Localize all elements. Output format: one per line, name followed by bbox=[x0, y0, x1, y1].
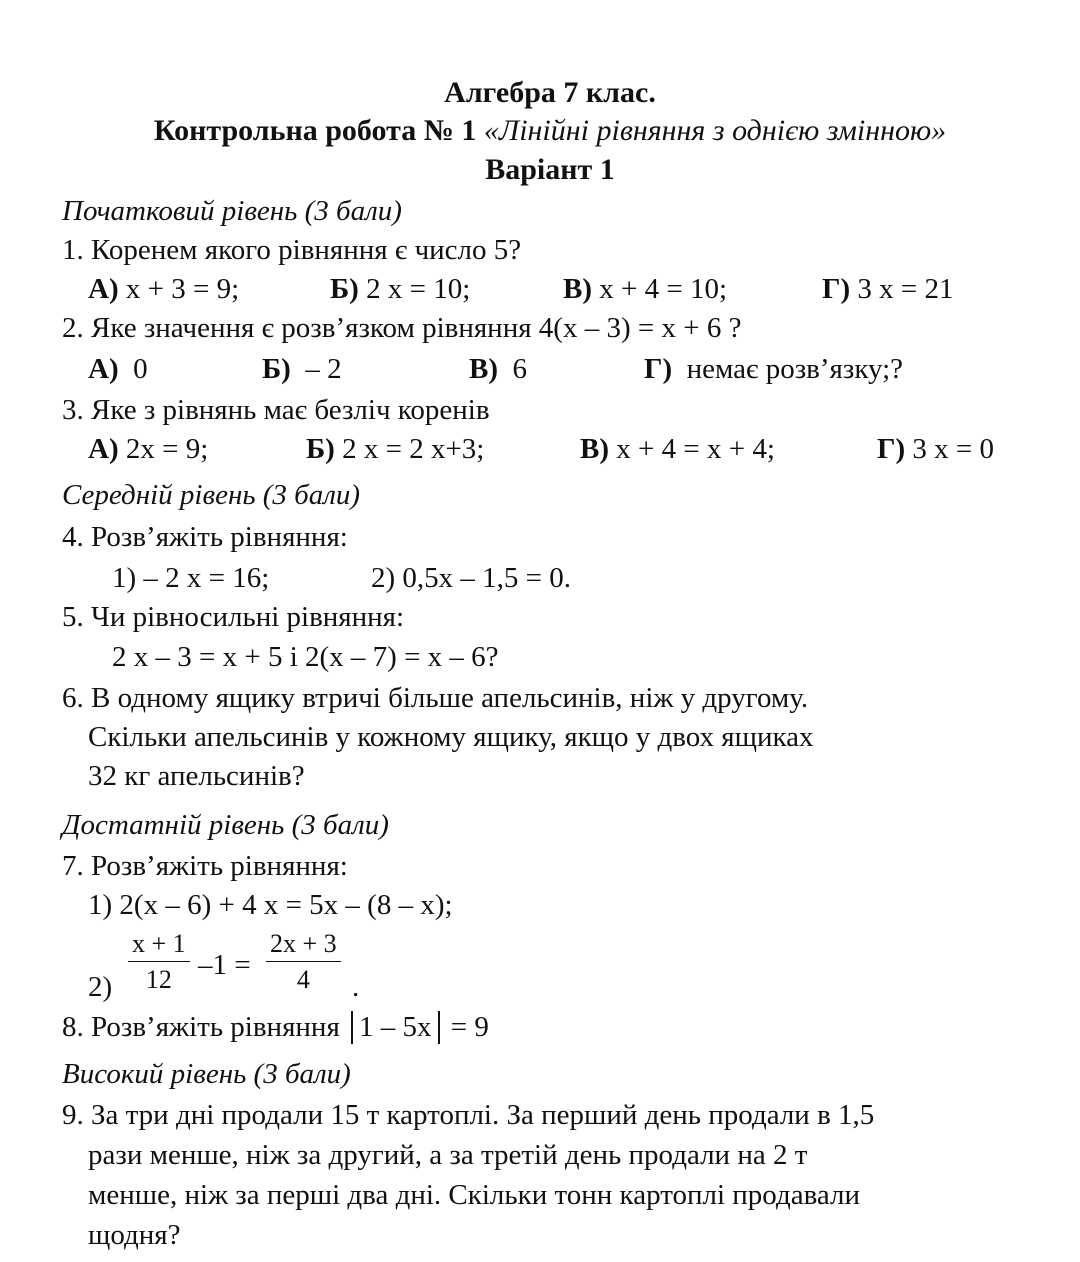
q7-fraction-1 bbox=[128, 928, 190, 995]
q7-fraction-2-denominator: 4 bbox=[296, 965, 310, 995]
q9-line-4: щодня? bbox=[88, 1219, 181, 1251]
level-initial: Початковий рівень (3 бали) bbox=[62, 195, 402, 227]
q7-fraction-1-denominator: 12 bbox=[145, 965, 172, 995]
q3-option-d: Г) 3 x = 0 bbox=[877, 433, 994, 465]
test-topic: «Лінійні рівняння з однією змінною» bbox=[483, 114, 947, 147]
q2-option-a: А) 0 bbox=[88, 353, 148, 385]
q3-text: 3. Яке з рівнянь має безліч коренів bbox=[62, 394, 490, 426]
q9-line-2: рази менше, ніж за другий, а за третій день продали на 2 т bbox=[88, 1139, 808, 1171]
q3-option-b: Б) 2 x = 2 x+3; bbox=[306, 433, 485, 465]
q8-line bbox=[62, 1010, 489, 1045]
q7-end-dot: . bbox=[352, 971, 360, 1003]
q2-text: 2. Яке значення є розв’язком рівняння 4(x – 3) = x + 6 ? bbox=[62, 312, 742, 344]
q9-line-1: 9. За три дні продали 15 т картоплі. За перший день продали в 1,5 bbox=[62, 1099, 875, 1131]
test-number: Контрольна робота № 1 bbox=[153, 114, 477, 147]
q7-fraction-2 bbox=[266, 928, 341, 995]
q2-option-c: В) 6 bbox=[469, 353, 527, 385]
q7-fraction-1-numerator: x + 1 bbox=[128, 928, 190, 962]
q7-part-1: 1) 2(x – 6) + 4 x = 5x – (8 – x); bbox=[88, 889, 453, 921]
test-title bbox=[0, 113, 1080, 149]
q4-text: 4. Розв’яжіть рівняння: bbox=[62, 521, 348, 553]
q7-fraction-2-numerator: 2x + 3 bbox=[266, 928, 341, 962]
level-high: Високий рівень (3 бали) bbox=[62, 1058, 351, 1090]
q4-part-2: 2) 0,5x – 1,5 = 0. bbox=[371, 562, 572, 594]
q6-line-3: 32 кг апельсинів? bbox=[88, 760, 305, 792]
level-middle: Середній рівень (3 бали) bbox=[62, 479, 361, 511]
q7-middle-term: –1 = bbox=[198, 949, 251, 981]
q6-line-2: Скільки апельсинів у кожному ящику, якщо у двох ящиках bbox=[88, 721, 814, 753]
q1-text: 1. Коренем якого рівняння є число 5? bbox=[62, 234, 522, 266]
q6-line-1: 6. В одному ящику втричі більше апельсинів, ніж у другому. bbox=[62, 682, 809, 714]
q2-option-b: Б) – 2 bbox=[262, 353, 342, 385]
q1-option-b: Б) 2 x = 10; bbox=[330, 273, 471, 305]
q8-absolute-value: 1 – 5x bbox=[351, 1011, 440, 1044]
q1-option-c: В) x + 4 = 10; bbox=[563, 273, 728, 305]
q3-option-c: В) x + 4 = x + 4; bbox=[580, 433, 775, 465]
q7-text: 7. Розв’яжіть рівняння: bbox=[62, 850, 348, 882]
q5-text: 5. Чи рівносильні рівняння: bbox=[62, 601, 405, 633]
q8-rhs: = 9 bbox=[450, 1011, 489, 1043]
document-title: Алгебра 7 клас. bbox=[444, 76, 656, 109]
q3-option-a: А) 2x = 9; bbox=[88, 433, 209, 465]
q9-line-3: менше, ніж за перші два дні. Скільки тонн картоплі продавали bbox=[88, 1179, 861, 1211]
q4-part-1: 1) – 2 x = 16; bbox=[112, 562, 270, 594]
q2-option-d: Г) немає розв’язку;? bbox=[644, 353, 904, 385]
q5-equations: 2 x – 3 = x + 5 і 2(x – 7) = x – 6? bbox=[112, 641, 499, 673]
level-sufficient: Достатній рівень (3 бали) bbox=[62, 809, 389, 841]
variant-title: Варіант 1 bbox=[485, 153, 615, 186]
q1-option-d: Г) 3 x = 21 bbox=[822, 273, 954, 305]
q8-text: 8. Розв’яжіть рівняння bbox=[62, 1011, 340, 1043]
q7-part-2-label: 2) bbox=[88, 971, 113, 1003]
q1-option-a: А) x + 3 = 9; bbox=[88, 273, 240, 305]
